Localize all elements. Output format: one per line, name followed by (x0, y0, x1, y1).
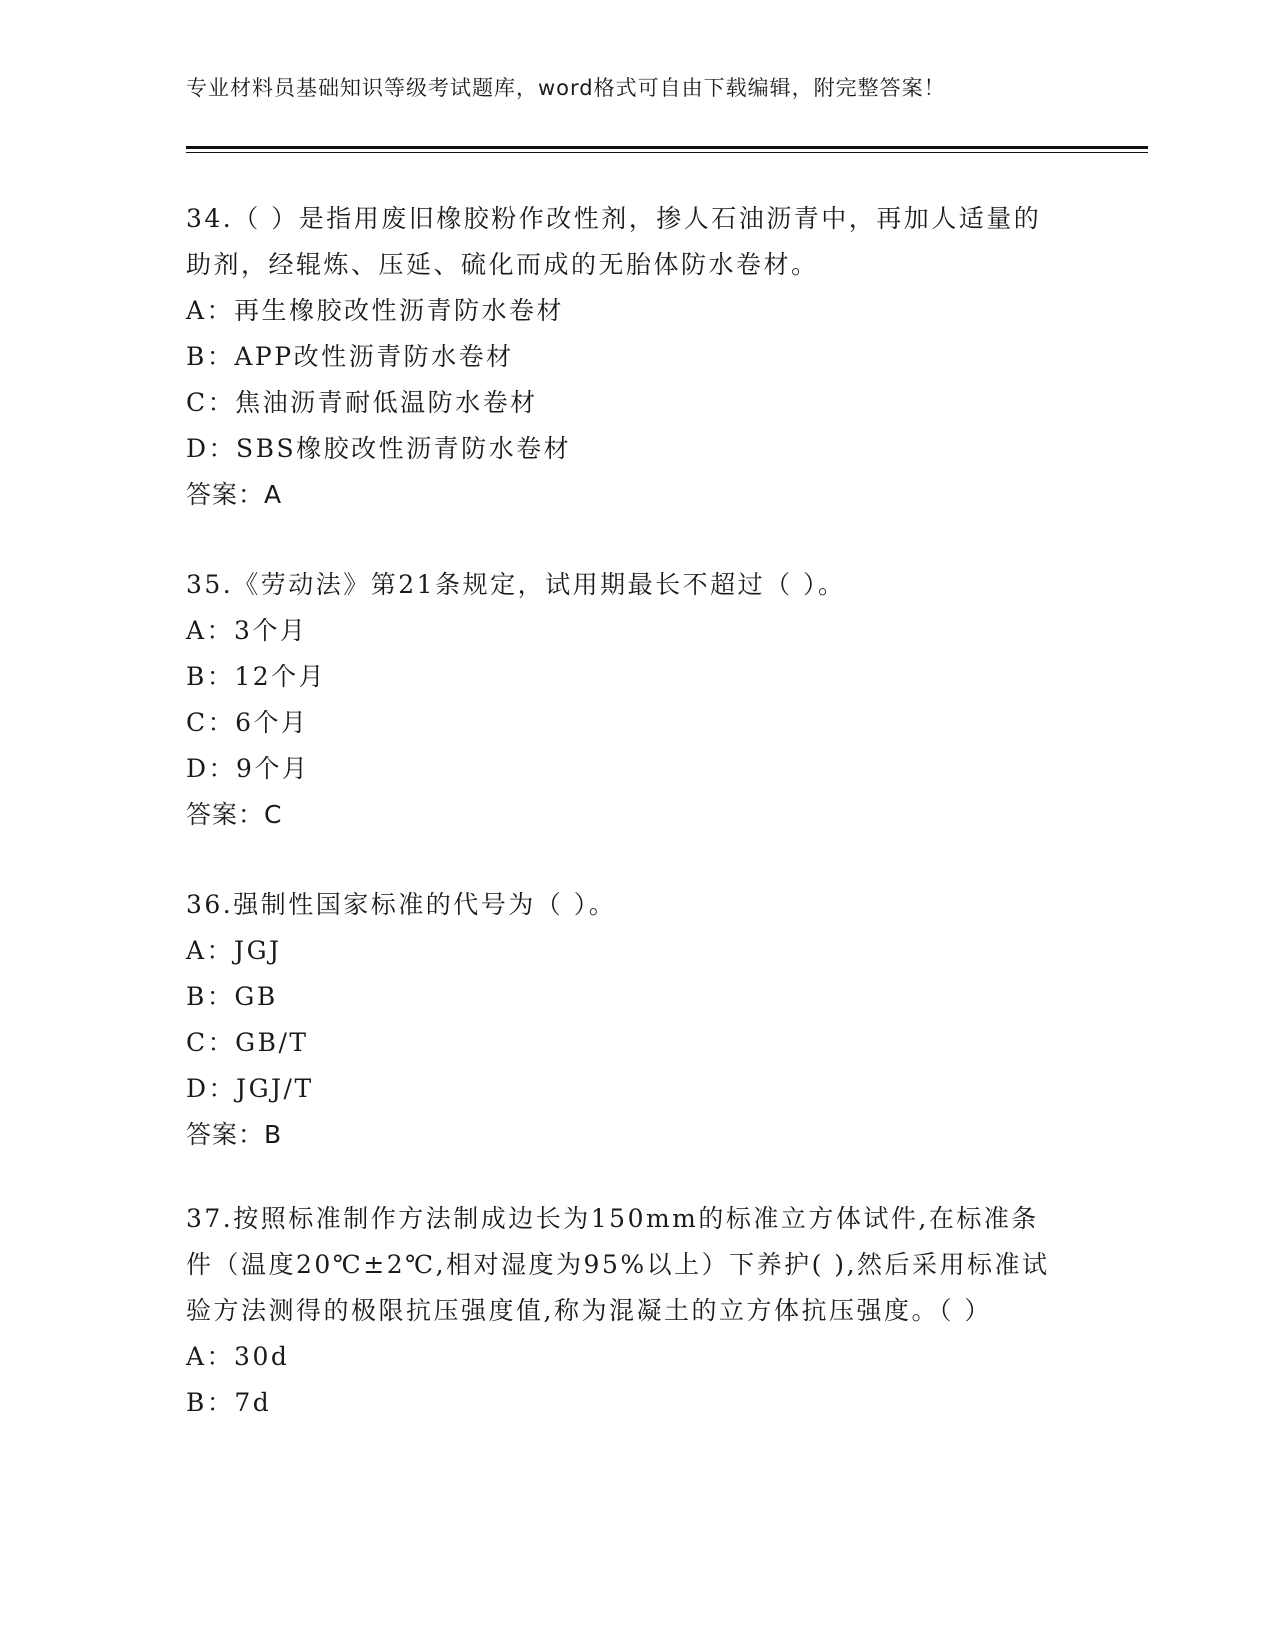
question-stem: 36.强制性国家标准的代号为（ ）。 (186, 890, 617, 919)
question-36 (186, 882, 1066, 1158)
question-stem: 35.《劳动法》第21条规定，试用期最长不超过（ ）。 (186, 570, 846, 599)
option-b: B：GB (186, 982, 278, 1011)
question-stem: 37.按照标准制作方法制成边长为150mm的标准立方体试件,在标准条件（温度20℃±2℃,相对湿度为95%以上）下养护( ),然后采用标准试验方法测得的极限抗压强度值,称为混凝土的立方体抗压强度。（ ） (186, 1204, 1050, 1325)
option-a: A：JGJ (186, 936, 282, 965)
answer-line: 答案：B (186, 1120, 283, 1149)
question-34 (186, 196, 1066, 518)
option-c: C：GB/T (186, 1028, 309, 1057)
question-stem: 34.（ ）是指用废旧橡胶粉作改性剂，掺人石油沥青中，再加人适量的助剂，经辊炼、压延、硫化而成的无胎体防水卷材。 (186, 204, 1042, 279)
question-35 (186, 562, 1066, 838)
option-c: C：6个月 (186, 708, 309, 737)
option-d: D：9个月 (186, 754, 310, 783)
option-d: D：JGJ/T (186, 1074, 314, 1103)
answer-line: 答案：A (186, 480, 283, 509)
answer-line: 答案：C (186, 800, 283, 829)
option-c: C：焦油沥青耐低温防水卷材 (186, 388, 538, 417)
page-header: 专业材料员基础知识等级考试题库，word格式可自由下载编辑，附完整答案！ (186, 76, 946, 100)
header-rule-thin (186, 152, 1148, 153)
header-rule-thick (186, 146, 1148, 149)
option-d: D：SBS橡胶改性沥青防水卷材 (186, 434, 572, 463)
option-b: B：12个月 (186, 662, 327, 691)
option-a: A：3个月 (186, 616, 308, 645)
option-a: A：再生橡胶改性沥青防水卷材 (186, 296, 565, 325)
option-a: A：30d (186, 1342, 290, 1371)
option-b: B：7d (186, 1388, 272, 1417)
question-37 (186, 1196, 1066, 1426)
option-b: B：APP改性沥青防水卷材 (186, 342, 514, 371)
